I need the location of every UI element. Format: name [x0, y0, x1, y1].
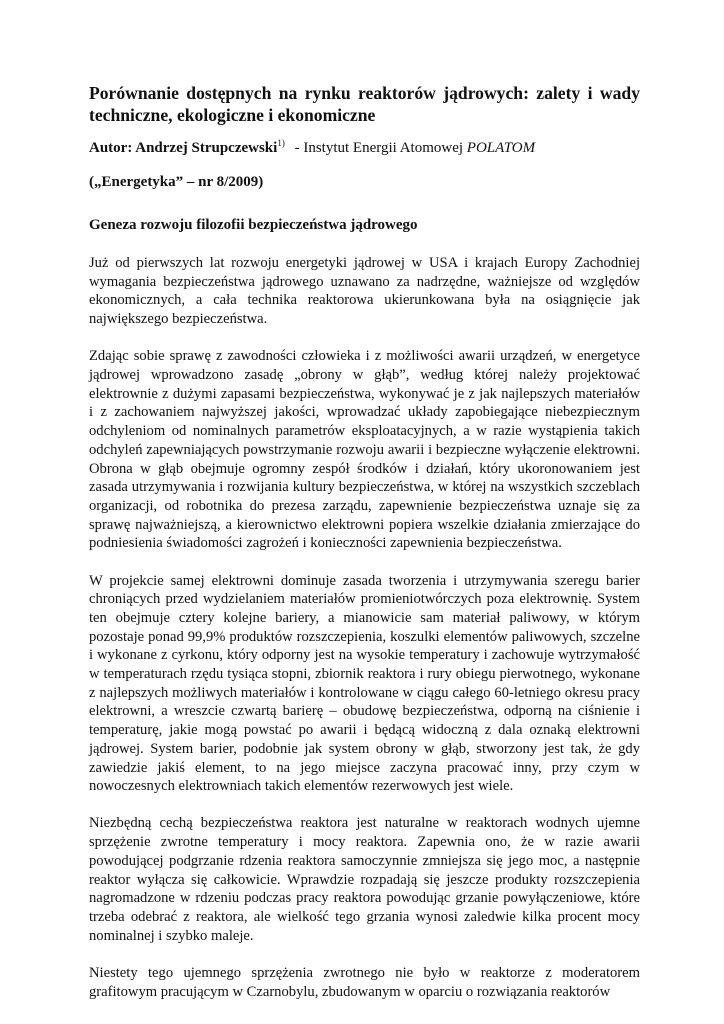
section-heading: Geneza rozwoju filozofii bezpieczeństwa jądrowego [89, 217, 418, 233]
author-footnote-marker: 1) [277, 138, 285, 148]
document-page [89, 82, 640, 1001]
author-name: Autor: Andrzej Strupczewski [89, 140, 278, 156]
institute [295, 140, 536, 156]
paragraph: Zdając sobie sprawę z zawodności człowieka i z możliwości awarii urządzeń, w energetyce jądrowej wprowadzono zasadę „obrony w głąb”, według której należy projektować elektrownie z dużymi zapasami bezpieczeństwa, wykonywać je z jak najlepszych materiałów i z zachowaniem najwyższej jakości, wprowadzać układy zapobiegające niebezpiecznym odchyleniom od nominalnych parametrów eksploatacyjnych, a w razie wystąpienia takich odchyleń zapewniających powstrzymanie rozwoju awarii i bezpieczne wyłączenie elektrowni. Obrona w głąb obejmuje ogromny zespół środków i działań, który ukoronowaniem jest zasada utrzymywania i rozwijania kultury bezpieczeństwa, w której na wszystkich szczeblach organizacji, od robotnika do prezesa zarządu, zapewnienie bezpieczeństwa uznaje się za sprawę najważniejszą, a kierownictwo elektrowni popiera wszelkie działania zmierzające do podniesienia świadomości zagrożeń i konieczności zapewnienia bezpieczeństwa. [89, 348, 640, 552]
paragraph: Niestety tego ujemnego sprzężenia zwrotnego nie było w reaktorze z moderatorem grafitowym pracującym w Czarnobylu, zbudowanym w oparciu o rozwiązania reaktorów [89, 964, 640, 1000]
paragraph: W projekcie samej elektrowni dominuje zasada tworzenia i utrzymywania szeregu barier chroniących przed wydzielaniem materiałów promieniotwórczych poza elektrownię. System ten obejmuje cztery kolejne bariery, a mianowicie sam materiał paliwowy, w którym pozostaje ponad 99,9% produktów rozszczepienia, koszulki elementów paliwowych, szczelne i wykonane z cyrkonu, który odporny jest na wysokie temperatury i zachowuje wytrzymałość w temperaturach rzędu tysiąca stopni, zbiornik reaktora i rury obiegu pierwotnego, wykonane z najlepszych możliwych materiałów i kontrolowane w ciągu całego 60-letniego okresu pracy elektrowni, a wreszcie czwartą barierę – obudowę bezpieczeństwa, odporną na ciśnienie i temperaturę, jakie mogą powstać po awarii i będącą widoczną z dala oznaką elektrowni jądrowej. System barier, podobnie jak system obrony w głąb, stworzony jest tak, że gdy zawiedzie jakiś element, to na jego miejsce zaczyna pracować inny, przy czym w nowoczesnych elektrowniach takich elementów rezerwowych jest wiele. [89, 572, 640, 795]
publication-source: („Energetyka” – nr 8/2009) [89, 174, 264, 190]
institute-prefix: - Instytut Energii Atomowej [294, 140, 467, 156]
author-line [89, 138, 640, 158]
institute-name: POLATOM [466, 140, 536, 156]
paragraph: Już od pierwszych lat rozwoju energetyki jądrowej w USA i krajach Europy Zachodniej wymagania bezpieczeństwa jądrowego uznawano za nadrzędne, ważniejsze od względów ekonomicznych, a cała technika reaktorowa ukierunkowana była na osiągnięcie jak największego bezpieczeństwa. [89, 255, 640, 328]
document-title: Porównanie dostępnych na rynku reaktorów jądrowych: zalety i wady techniczne, ekologiczne i ekonomiczne [89, 83, 640, 125]
paragraph: Niezbędną cechą bezpieczeństwa reaktora jest naturalne w reaktorach wodnych ujemne sprzężenie zwrotne temperatury i mocy reaktora. Zapewnia ono, że w razie awarii powodującej podgrzanie rdzenia reaktora samoczynnie zmniejsza się jego moc, a następnie reaktor wyłącza się całkowicie. Wprawdzie rozpadają się jeszcze produkty rozszczepienia nagromadzone w rdzeniu podczas pracy reaktora powodując grzanie powyłączeniowe, które trzeba odebrać z reaktora, ale wielkość tego grzania wynosi zaledwie kilka procent mocy nominalnej i szybko maleje. [89, 815, 640, 944]
